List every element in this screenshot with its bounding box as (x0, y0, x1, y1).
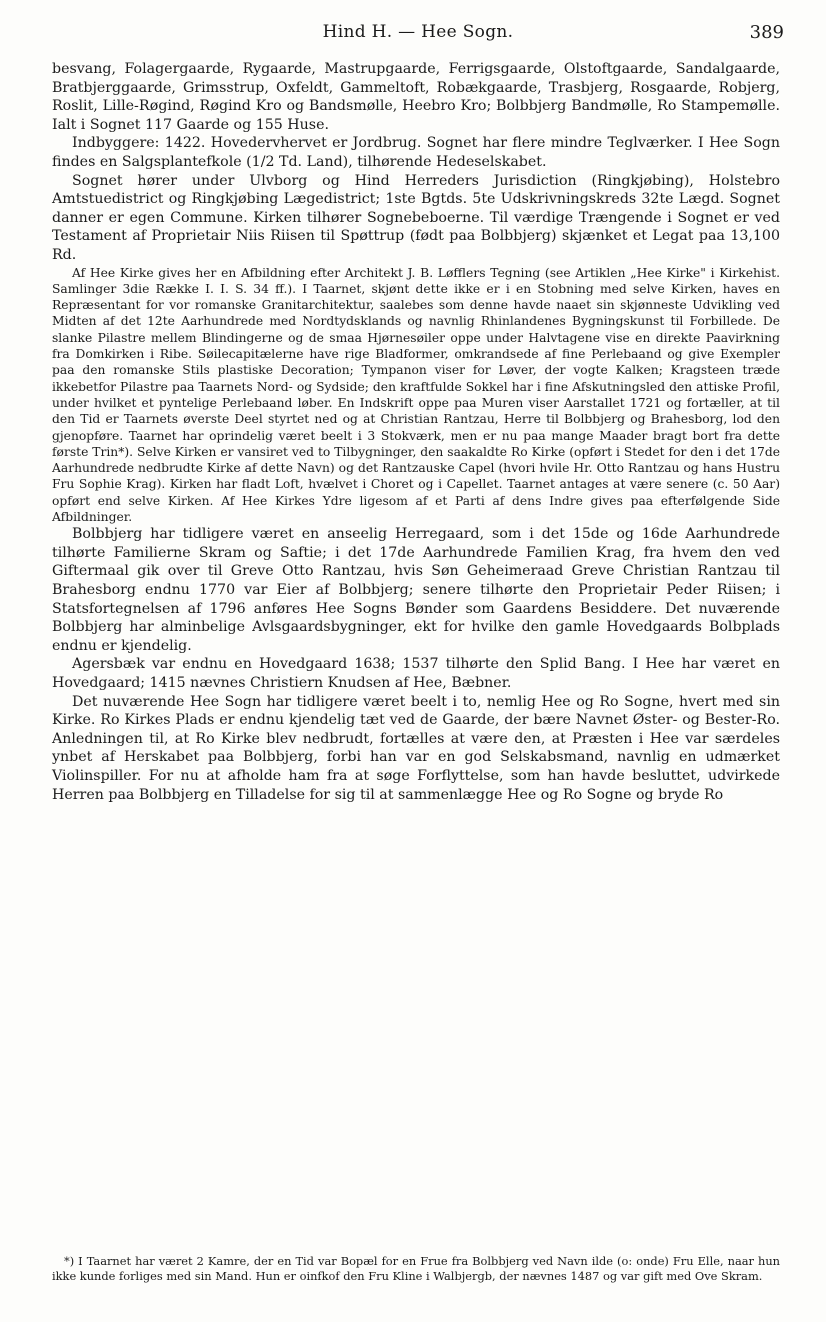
church-description-paragraph: Af Hee Kirke gives her en Afbildning efter Architekt J. B. Løfflers Tegning (see Artiklen „Hee Kirke" i Kirkehist. Samlinger 3die Række I. I. S. 34 ff.). I Taarnet, skjønt dette ikke er i en Stobning med selve Kirken, haves en Repræsentant for vor romanske Granitarchitektur, saalebes som denne havde naaet sin skjønneste Udvikling ved Midten af det 12te Aarhundrede med Nordtydsklands og navnlig Rhinlandenes Bygningskunst til Forbillede. De slanke Pilastre mellem Blindingerne og de smaa Hjørnesøiler oppe under Halvtagene vise en direkte Paavirkning fra Domkirken i Ribe. Søilecapitælerne have rige Bladformer, omkrandsede af fine Perlebaand og give Exempler paa den romanske Stils plastiske Decoration; Tympanon viser for Løver, der vogte Kalken; Kragsteen træde ikkebetfor Pilastre paa Taarnets Nord- og Sydside; den kraftfulde Sokkel har i fine Afskutningsled den attiske Profil, under hvilket et pyntelige Perlebaand løber. En Indskrift oppe paa Muren viser Aarstallet 1721 og fortæller, at til den Tid er Taarnets øverste Deel styrtet ned og at Christian Rantzau, Herre til Bolbbjerg og Brahesborg, lod den gjenopføre. Taarnet har oprindelig været beelt i 3 Stokværk, men er nu paa mange Maader bragt bort fra dette første Trin*). Selve Kirken er vansiret ved to Tilbygninger, den saakaldte Ro Kirke (opført i Stedet for den i det 17de Aarhundrede nedbrudte Kirke af dette Navn) og det Rantzauske Capel (hvori hvile Hr. Otto Rantzau og hans Hustru Fru Sophie Krag). Kirken har fladt Loft, hvælvet i Choret og i Capellet. Taarnet antages at være senere (c. 50 Aar) opført end selve Kirken. Af Hee Kirkes Ydre ligesom af et Parti af dens Indre gives paa efterfølgende Side Afbildninger. (52, 265, 780, 524)
paragraph: Sognet hører under Ulvborg og Hind Herreders Jurisdiction (Ringkjøbing), Holstebro Amtstuedistrict og Ringkjøbing Lægedistrict; 1ste Bgtds. 5te Udskrivningskreds 32te Lægd. Sognet danner er egen Commune. Kirken tilhører Sognebeboerne. Til værdige Trængende i Sognet er ved Testament af Proprietair Niis Riisen til Spøttrup (født paa Bolbbjerg) skjænket et Legat paa 13,100 Rd. (52, 172, 780, 263)
page-number: 389 (749, 22, 784, 43)
paragraph: besvang, Folagergaarde, Rygaarde, Mastrupgaarde, Ferrigsgaarde, Olstoftgaarde, Sandalgaarde, Bratbjerggaarde, Grimsstrup, Oxfeldt, Gammeltoft, Robækgaarde, Trasbjerg, Rosgaarde, Robjerg, Roslit, Lille-Røgind, Røgind Kro og Bandsmølle, Heebro Kro; Bolbbjerg Bandmølle, Ro Stampemølle. Ialt i Sognet 117 Gaarde og 155 Huse. (52, 61, 780, 133)
paragraph: Det nuværende Hee Sogn har tidligere været beelt i to, nemlig Hee og Ro Sogne, hvert med sin Kirke. Ro Kirkes Plads er endnu kjendelig tæt ved de Gaarde, der bære Navnet Øster- og Bester-Ro. Anledningen til, at Ro Kirke blev nedbrudt, fortælles at være den, at Præsten i Hee var særdeles ynbet af Herskabet paa Bolbbjerg, forbi han var en god Selskabsmand, navnlig en udmærket Violinspiller. For nu at afholde ham fra at søge Forflyttelse, som han havde besluttet, udvirkede Herren paa Bolbbjerg en Tilladelse for sig til at sammenlægge Hee og Ro Sogne og bryde Ro (52, 693, 780, 803)
footnote (52, 1254, 780, 1283)
paragraph: Indbyggere: 1422. Hovedervhervet er Jordbrug. Sognet har flere mindre Teglværker. I Hee Sogn findes en Salgsplantefkole (1/2 Td. Land), tilhørende Hedeselskabet. (52, 135, 780, 170)
running-header (52, 22, 784, 46)
paragraph: Bolbbjerg har tidligere været en anseelig Herregaard, som i det 15de og 16de Aarhundrede tilhørte Familierne Skram og Saftie; i det 17de Aarhundrede Familien Krag, fra hvem den ved Giftermaal gik over til Greve Otto Rantzau, hvis Søn Geheimeraad Greve Christian Rantzau til Brahesborg endnu 1770 var Eier af Bolbbjerg; senere tilhørte den Proprietair Peder Riisen; i Statsfortegnelsen af 1796 anføres Hee Sogns Bønder som Gaardens Besiddere. Det nuværende Bolbbjerg har alminbelige Avlsgaardsbygninger, ekt for hvilke den gamle Hovedgaards Bolbplads endnu er kjendelig. (52, 526, 780, 654)
header-title: Hind H. — Hee Sogn. (322, 22, 514, 42)
paragraph: Agersbæk var endnu en Hovedgaard 1638; 1537 tilhørte den Splid Bang. I Hee har været en Hovedgaard; 1415 nævnes Christiern Knudsen af Hee, Bæbner. (52, 656, 780, 692)
main-text (52, 60, 780, 804)
footnote-text: *) I Taarnet har været 2 Kamre, der en Tid var Bopæl for en Frue fra Bolbbjerg ved Navn ilde (o: onde) Fru Elle, naar hun ikke kunde forliges med sin Mand. Hun er oinfkof den Fru Kline i Walbjergb, der nævnes 1487 og var gift med Ove Skram. (52, 1254, 780, 1283)
